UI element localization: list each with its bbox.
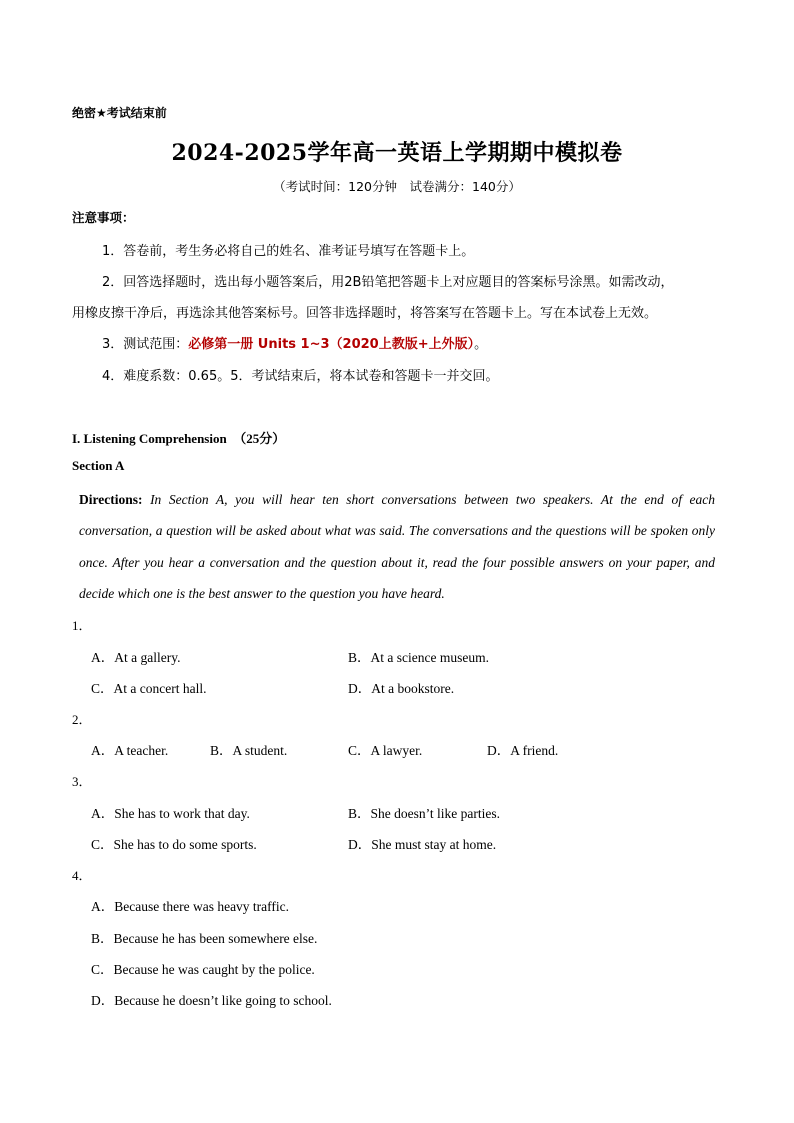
exam-info: （考试时间：120分钟 试卷满分：140分） xyxy=(273,179,521,194)
confidential-label: 绝密★考试结束前 xyxy=(72,106,167,120)
test-range: 必修第一册 Units 1~3（2020上教版+上外版） xyxy=(188,337,475,352)
notice-item-2-line-2: 用橡皮擦干净后，再选涂其他答案标号。回答非选择题时，将答案写在答题卡上。写在本试卷上无效。 xyxy=(72,306,658,321)
question-number: 1． xyxy=(72,618,92,633)
question-number: 2． xyxy=(72,712,92,727)
notice-item-3-suffix: 。 xyxy=(474,337,488,352)
notice-heading: 注意事项： xyxy=(72,210,135,225)
option-d: D．Because he doesn’t like going to school. xyxy=(91,993,332,1008)
section-heading: Section A xyxy=(72,458,125,473)
option-d: D．A friend. xyxy=(487,743,559,758)
option-c: C．Because he was caught by the police. xyxy=(91,962,315,977)
option-c: C．She has to do some sports. xyxy=(91,837,257,852)
question-number: 4． xyxy=(72,868,92,883)
option-a: A．A teacher. xyxy=(91,743,169,758)
option-a: A．She has to work that day. xyxy=(91,806,250,821)
notice-item-3 xyxy=(102,333,487,352)
option-c: C．A lawyer. xyxy=(348,743,423,758)
option-a: A．Because there was heavy traffic. xyxy=(91,899,290,914)
directions-label: Directions: xyxy=(79,492,143,507)
option-a: A．At a gallery. xyxy=(91,650,181,665)
option-b: B．A student. xyxy=(210,743,288,758)
option-d: D．At a bookstore. xyxy=(348,681,455,696)
notice-item-4: 4．难度系数：0.65。5．考试结束后，将本试卷和答题卡一并交回。 xyxy=(102,369,499,384)
option-c: C．At a concert hall. xyxy=(91,681,207,696)
question-number: 3． xyxy=(72,774,92,789)
option-d: D．She must stay at home. xyxy=(348,837,497,852)
option-b: B．At a science museum. xyxy=(348,650,489,665)
notice-item-2-line-1: 2．回答选择题时，选出每小题答案后，用2B铅笔把答题卡上对应题目的答案标号涂黑。如需改动， xyxy=(102,275,674,290)
notice-item-1: 1．答卷前，考生务必将自己的姓名、准考证号填写在答题卡上。 xyxy=(102,244,475,259)
option-b: B．Because he has been somewhere else. xyxy=(91,931,318,946)
option-b: B．She doesn’t like parties. xyxy=(348,806,500,821)
directions xyxy=(79,484,715,610)
notice-item-3-prefix: 3．测试范围： xyxy=(102,337,189,352)
part-heading: I. Listening Comprehension （25分） xyxy=(72,431,286,446)
page-title: 2024-2025学年高一英语上学期期中模拟卷 xyxy=(171,140,623,166)
directions-text: In Section A, you will hear ten short conversations between two speakers. At the end of each conversation, a question will be asked about what was said. The conversations and the questions will be spoken only once. After you hear a conversation and the question about it, read the four possible answers on your paper, and decide which one is the best answer to the question you have heard. xyxy=(79,492,716,602)
